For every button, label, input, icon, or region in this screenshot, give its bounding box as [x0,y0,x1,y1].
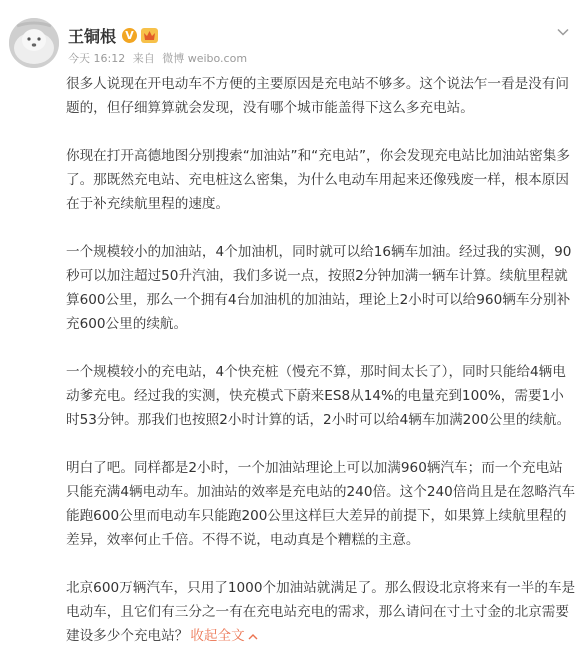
vip-member-icon[interactable] [141,28,158,43]
post-content [66,72,576,648]
chevron-down-icon[interactable] [553,24,573,40]
post-timestamp[interactable]: 今天 16:12 [68,52,126,65]
collapse-full-text-link[interactable] [190,628,257,644]
post-paragraph: 很多人说现在开电动车不方便的主要原因是充电站不够多。这个说法乍一看是没有问题的，但仔细算算就会发现，没有哪个城市能盖得下这么多充电站。 [66,76,569,116]
post-paragraph: 明白了吧。同样都是2小时，一个加油站理论上可以加满960辆汽车；而一个充电站只能充满4辆电动车。加油站的效率是充电站的240倍。这个240倍尚且是在忽略汽车能跑600公里而电动车只能跑200公里这样巨大差异的前提下，如果算上续航里程的差异，效率何止千倍。不得不说，电动真是个糟糕的主意。 [66,460,576,548]
post-paragraph: 你现在打开高德地图分别搜索“加油站”和“充电站”，你会发现充电站比加油站密集多了。那既然充电站、充电桩这么密集，为什么电动车用起来还像残废一样，根本原因在于补充续航里程的速度。 [66,148,570,212]
avatar-image [9,18,59,68]
author-name[interactable]: 王铜根 [68,26,117,46]
source-prefix: 来自 [132,52,155,65]
chevron-up-icon [248,633,258,640]
post-paragraph-text: 北京600万辆汽车，只用了1000个加油站就满足了。那么假设北京将来有一半的车是电动车，且它们有三分之一有在充电站充电的需求，那么请问在寸土寸金的北京需要建设多少个充电站？ [66,580,576,644]
post-paragraph: 一个规模较小的充电站，4个快充桩（慢充不算，那时间太长了），同时只能给4辆电动爹充电。经过我的实测，快充模式下蔚来ES8从14%的电量充到100%，需要1小时53分钟。那我们也按照2小时计算的话，2小时可以给4辆车加满200公里的续航。 [66,364,571,428]
author-row [68,24,158,46]
verified-badge-icon: V [122,28,137,43]
post-paragraph: 一个规模较小的加油站，4个加油机，同时就可以给16辆车加油。经过我的实测，90秒可以加注超过50升汽油，我们多说一点，按照2分钟加满一辆车计算。续航里程就算600公里，那么一个拥有4台加油机的加油站，理论上2小时可以给960辆车分别补充600公里的续航。 [66,244,572,332]
avatar[interactable] [9,18,59,68]
post-paragraph-last [66,576,576,648]
post-meta [68,50,247,66]
post-source[interactable]: 微博 weibo.com [162,52,248,65]
post-header [0,0,585,72]
collapse-label: 收起全文 [190,628,245,644]
